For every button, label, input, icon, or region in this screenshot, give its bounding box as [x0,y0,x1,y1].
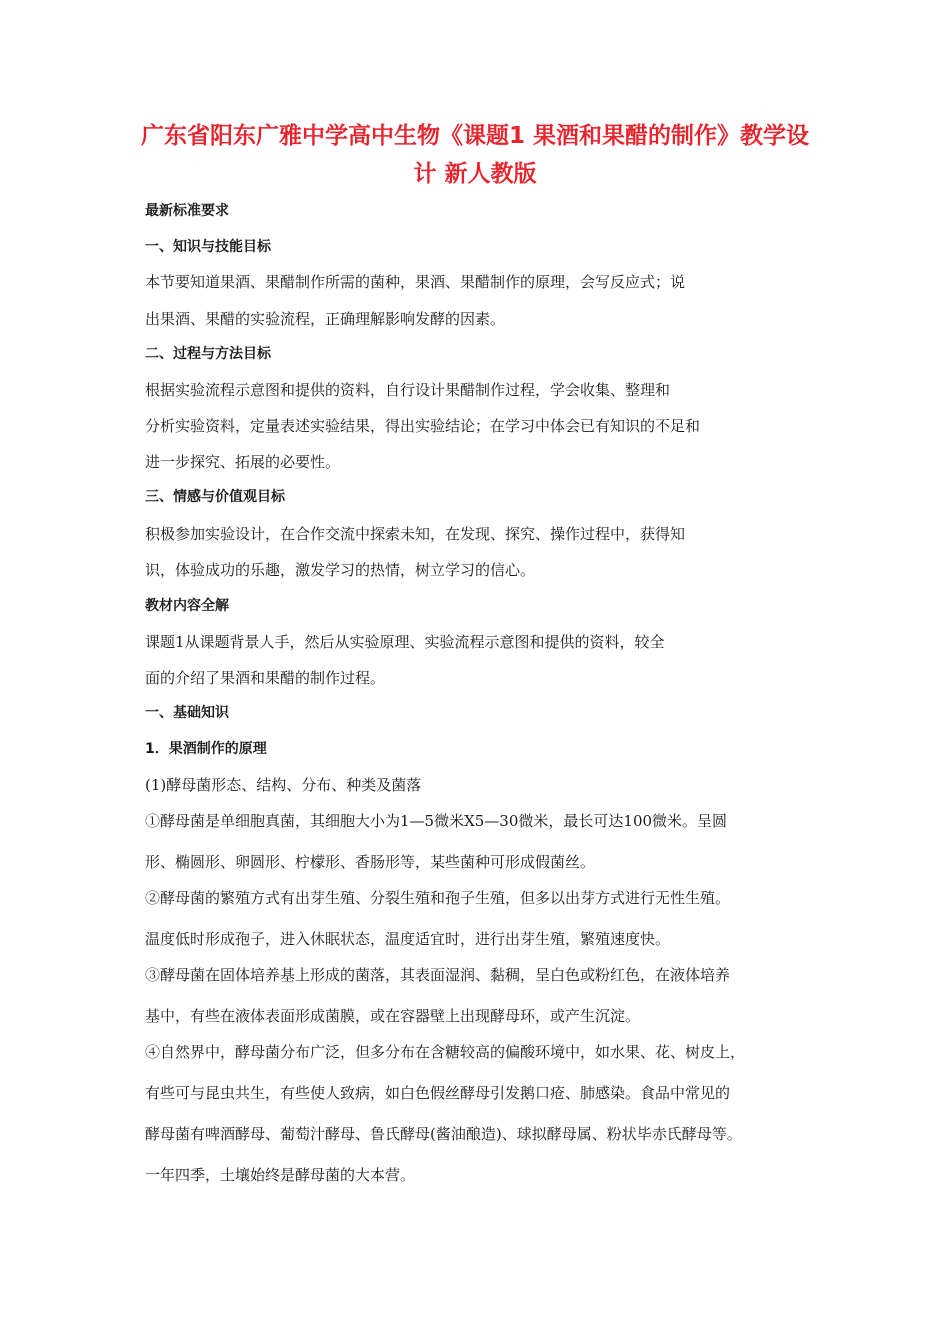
item4-line4: 一年四季，土壤始终是酵母菌的大本营。 [145,1166,416,1184]
knowledge-paragraph-line1: 本节要知道果酒、果醋制作所需的菌种，果酒、果醋制作的原理，会写反应式；说 [145,273,686,291]
item2-line1: ②酵母菌的繁殖方式有出芽生殖、分裂生殖和孢子生殖，但多以出芽方式进行无性生殖。 [145,889,731,907]
content-heading: 教材内容全解 [145,598,229,614]
item4-line2: 有些可与昆虫共生，有些使人致病，如白色假丝酵母引发鹅口疮、肺感染。食品中常见的 [145,1084,731,1102]
subsection-heading: (1)酵母菌形态、结构、分布、种类及菌落 [145,776,422,794]
item3-line1: ③酵母菌在固体培养基上形成的菌落，其表面湿润、黏稠，呈白色或粉红色，在液体培养 [145,966,731,984]
process-paragraph-line2: 分析实验资料，定量表述实验结果，得出实验结论；在学习中体会已有知识的不足和 [145,417,701,435]
item3-line2: 基中，有些在液体表面形成菌膜，或在容器壁上出现酵母环，或产生沉淀。 [145,1007,641,1025]
standards-heading: 最新标准要求 [145,203,229,219]
process-heading: 二、过程与方法目标 [145,346,271,362]
emotion-paragraph-line1: 积极参加实验设计，在合作交流中探索未知，在发现、探究、操作过程中，获得知 [145,525,686,543]
item4-line3: 酵母菌有啤酒酵母、葡萄汁酵母、鲁氏酵母(酱油酿造)、球拟酵母属、粉状毕赤氏酵母等。 [145,1125,742,1143]
item1-line1: ①酵母菌是单细胞真菌，其细胞大小为1—5微米X5—30微米，最长可达100微米。呈圆 [145,812,728,830]
principle-heading: 1．果酒制作的原理 [145,741,267,757]
emotion-paragraph-line2: 识，体验成功的乐趣，激发学习的热情，树立学习的信心。 [145,561,536,579]
item2-line2: 温度低时形成孢子，进入休眠状态，温度适宜时，进行出芽生殖，繁殖速度快。 [145,930,671,948]
knowledge-heading: 一、知识与技能目标 [145,239,271,255]
item1-line2: 形、椭圆形、卵圆形、柠檬形、香肠形等，某些菌种可形成假菌丝。 [145,853,596,871]
item4-line1: ④自然界中，酵母菌分布广泛，但多分布在含糖较高的偏酸环境中，如水果、花、树皮上， [145,1043,746,1061]
knowledge-paragraph-line2: 出果酒、果醋的实验流程，正确理解影响发酵的因素。 [145,310,506,328]
basics-heading: 一、基础知识 [145,705,229,721]
document-title-line1: 广东省阳东广雅中学高中生物《课题1 果酒和果醋的制作》教学设 [140,123,809,149]
process-paragraph-line3: 进一步探究、拓展的必要性。 [145,453,341,471]
content-paragraph-line1: 课题1从课题背景人手，然后从实验原理、实验流程示意图和提供的资料，较全 [145,633,665,651]
emotion-heading: 三、情感与价值观目标 [145,489,285,505]
content-paragraph-line2: 面的介绍了果酒和果醋的制作过程。 [145,669,386,687]
process-paragraph-line1: 根据实验流程示意图和提供的资料，自行设计果醋制作过程，学会收集、整理和 [145,381,671,399]
document-title-line2: 计 新人教版 [413,161,537,187]
